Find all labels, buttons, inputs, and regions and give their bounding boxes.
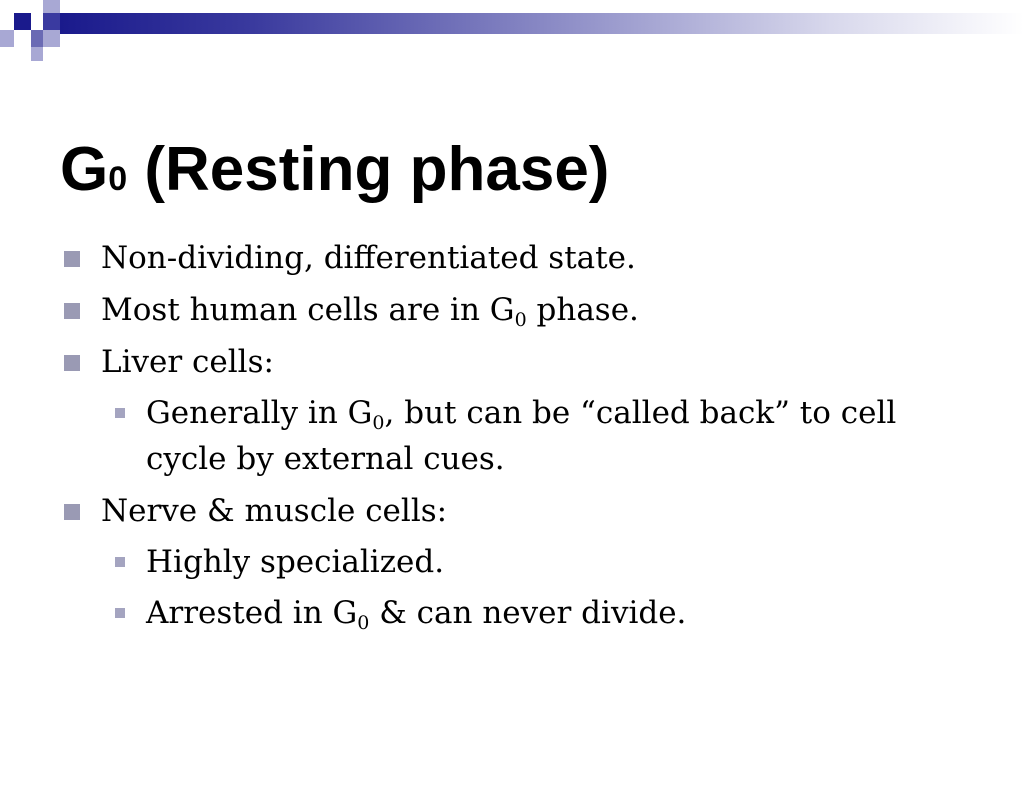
title-subscript: 0 <box>108 160 128 198</box>
bullet-text: Nerve & muscle cells: <box>101 493 448 529</box>
bullet-text-part: & can never divide. <box>369 595 687 631</box>
bullet-text: Liver cells: <box>101 344 274 380</box>
title-letter: G <box>60 135 109 204</box>
subscript: 0 <box>357 612 370 634</box>
subscript: 0 <box>514 309 527 331</box>
bullet-text-part: Generally in G <box>146 395 373 431</box>
header-square-mid <box>31 30 43 47</box>
header-square-dark <box>43 13 60 30</box>
sub-bullet-square-icon <box>115 557 125 567</box>
bullet-text <box>101 287 639 333</box>
bullet-square-icon <box>64 303 80 319</box>
bullet-text-part: Most human cells are in G <box>101 292 515 328</box>
sub-bullet-text: cycle by external cues. <box>146 441 505 477</box>
sub-bullet-square-icon <box>115 408 125 418</box>
header-square-light <box>43 30 60 47</box>
bullet-square-icon <box>64 251 80 267</box>
bullet-text-part: Arrested in G <box>146 595 358 631</box>
title-rest: (Resting phase) <box>127 135 610 204</box>
header-gradient-bar <box>60 13 1024 34</box>
sub-bullet-text <box>146 390 896 436</box>
sub-bullet-text: Highly specialized. <box>146 544 445 580</box>
bullet-square-icon <box>64 504 80 520</box>
header-square-light <box>31 47 43 61</box>
bullet-text-part: phase. <box>526 292 639 328</box>
header-square-light <box>0 30 14 47</box>
sub-bullet-square-icon <box>115 608 125 618</box>
sub-bullet-text <box>146 590 686 636</box>
subscript: 0 <box>372 412 385 434</box>
bullet-text-part: , but can be “called back” to cell <box>384 395 897 431</box>
header-square-dark <box>14 13 31 30</box>
slide-title <box>60 130 609 219</box>
header-square-light <box>43 0 60 13</box>
bullet-text: Non-dividing, differentiated state. <box>101 240 636 276</box>
bullet-square-icon <box>64 355 80 371</box>
